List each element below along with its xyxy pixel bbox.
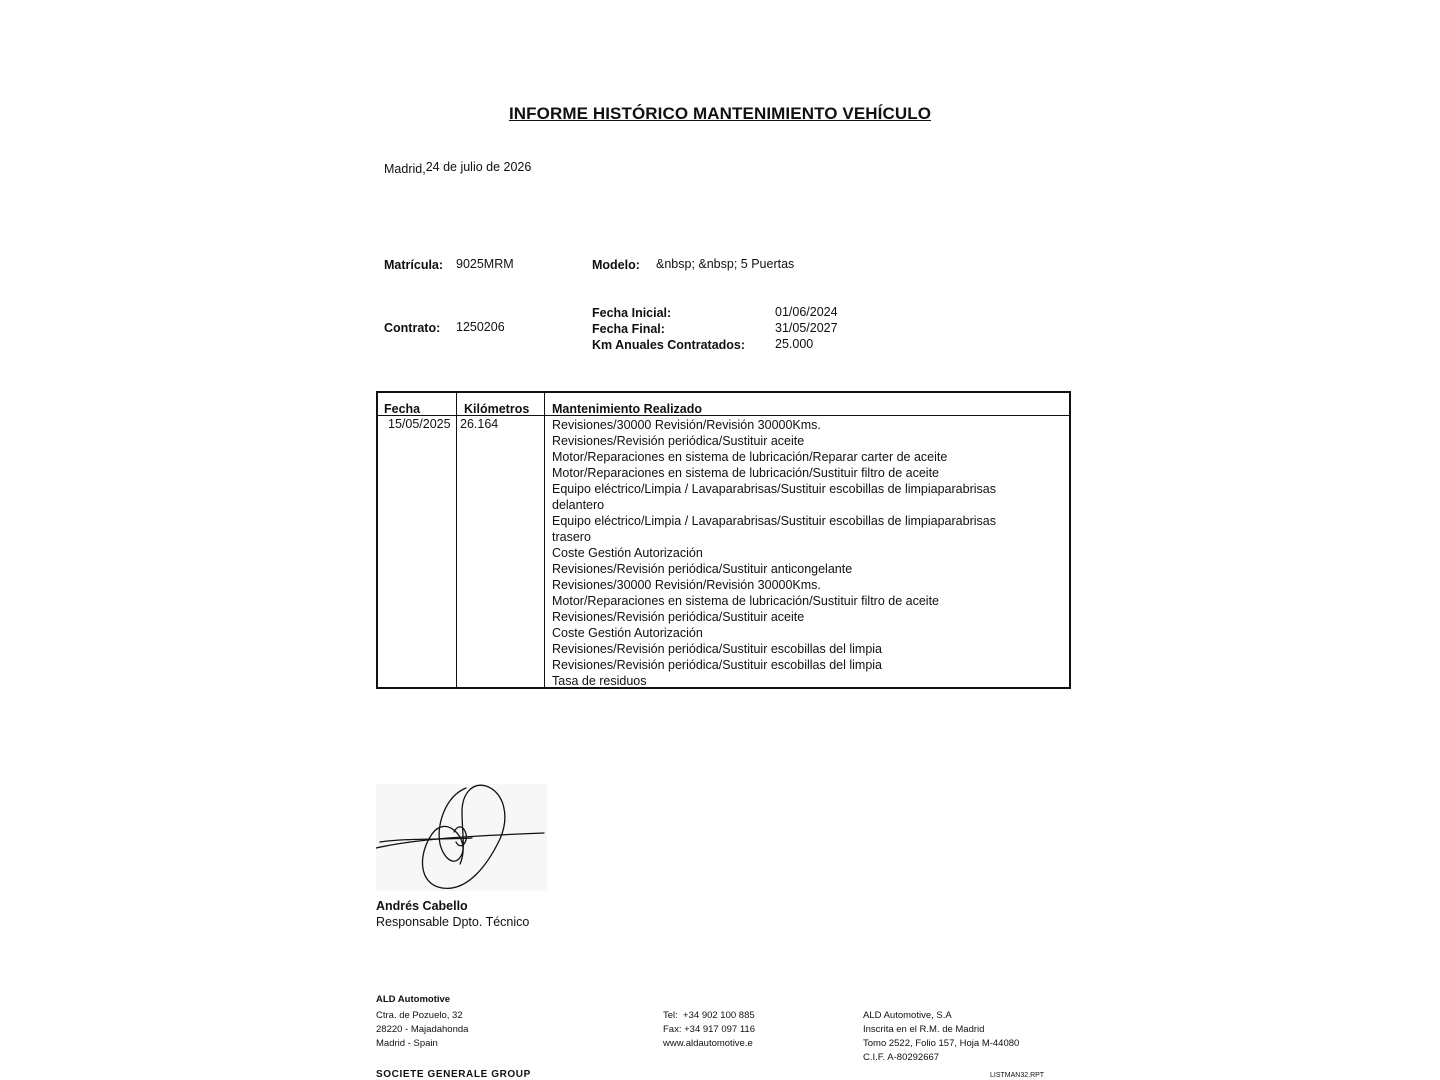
matricula-value: 9025MRM — [456, 257, 514, 271]
header-kilometros: Kilómetros — [464, 402, 530, 416]
list-item: Motor/Reparaciones en sistema de lubricación/Sustituir filtro de aceite — [552, 594, 939, 608]
legal-line: C.I.F. A-80292667 — [863, 1052, 940, 1063]
km-anuales-label: Km Anuales Contratados: — [592, 338, 746, 352]
list-item: Motor/Reparaciones en sistema de lubricación/Reparar carter de aceite — [552, 450, 948, 464]
list-item: Revisiones/Revisión periódica/Sustituir escobillas del limpia — [552, 642, 883, 656]
legal-line: Inscrita en el R.M. de Madrid — [863, 1024, 985, 1035]
list-item: Revisiones/Revisión periódica/Sustituir anticongelante — [552, 562, 853, 576]
matricula-label: Matrícula: — [384, 258, 444, 272]
fecha-inicial-label: Fecha Inicial: — [592, 306, 672, 320]
list-item: Tasa de residuos — [552, 674, 647, 688]
website: www.aldautomotive.e — [663, 1038, 753, 1049]
signature-scribble — [376, 784, 547, 891]
header-mantenimiento: Mantenimiento Realizado — [552, 402, 703, 416]
list-item: Revisiones/Revisión periódica/Sustituir aceite — [552, 434, 805, 448]
maintenance-list — [552, 417, 996, 689]
address-line: Ctra. de Pozuelo, 32 — [376, 1010, 463, 1021]
signer-role: Responsable Dpto. Técnico — [376, 915, 530, 929]
group-logo-text: SOCIETE GENERALE GROUP — [376, 1069, 531, 1080]
column-divider — [456, 393, 457, 687]
modelo-value: &nbsp; &nbsp; 5 Puertas — [656, 257, 795, 271]
fax: Fax: +34 917 097 116 — [663, 1024, 755, 1035]
contrato-label: Contrato: — [384, 321, 441, 335]
list-item: Revisiones/30000 Revisión/Revisión 30000Kms. — [552, 418, 821, 432]
list-item: Revisiones/30000 Revisión/Revisión 30000Kms. — [552, 578, 821, 592]
footer-legal — [863, 1009, 1019, 1065]
list-item: Coste Gestión Autorización — [552, 626, 703, 640]
phone: Tel: +34 902 100 885 — [663, 1010, 755, 1021]
row-fecha: 15/05/2025 — [388, 417, 451, 431]
fecha-inicial-value: 01/06/2024 — [775, 305, 838, 319]
row-kilometros: 26.164 — [460, 417, 499, 431]
document-title: INFORME HISTÓRICO MANTENIMIENTO VEHÍCULO — [508, 104, 932, 123]
legal-line: Tomo 2522, Folio 157, Hoja M-44080 — [863, 1038, 1020, 1049]
column-divider — [544, 393, 545, 687]
footer-contact — [663, 1009, 755, 1051]
address-line: 28220 - Majadahonda — [376, 1024, 469, 1035]
list-item: Equipo eléctrico/Limpia / Lavaparabrisas/Sustituir escobillas de limpiaparabrisas — [552, 482, 996, 496]
header-fecha: Fecha — [384, 402, 421, 416]
list-item: delantero — [552, 498, 605, 512]
signer-name: Andrés Cabello — [376, 899, 468, 913]
contrato-value: 1250206 — [456, 320, 505, 334]
km-anuales-value: 25.000 — [775, 337, 814, 351]
list-item: trasero — [552, 530, 591, 544]
footer-company: ALD Automotive — [376, 994, 451, 1005]
maintenance-table — [376, 391, 1071, 689]
address-line: Madrid - Spain — [376, 1038, 438, 1049]
legal-line: ALD Automotive, S.A — [863, 1010, 952, 1021]
city: Madrid, — [384, 162, 426, 176]
date-line — [384, 162, 531, 176]
fecha-final-label: Fecha Final: — [592, 322, 665, 336]
document-date: 24 de julio de 2026 — [425, 160, 532, 174]
signature-image — [376, 784, 547, 891]
list-item: Equipo eléctrico/Limpia / Lavaparabrisas/Sustituir escobillas de limpiaparabrisas — [552, 514, 996, 528]
list-item: Revisiones/Revisión periódica/Sustituir aceite — [552, 610, 805, 624]
modelo-label: Modelo: — [592, 258, 640, 272]
list-item: Revisiones/Revisión periódica/Sustituir escobillas del limpia — [552, 658, 883, 672]
footer-address — [376, 1009, 468, 1051]
file-code: LISTMAN32.RPT — [990, 1072, 1045, 1079]
list-item: Motor/Reparaciones en sistema de lubricación/Sustituir filtro de aceite — [552, 466, 939, 480]
fecha-final-value: 31/05/2027 — [775, 321, 838, 335]
list-item: Coste Gestión Autorización — [552, 546, 703, 560]
